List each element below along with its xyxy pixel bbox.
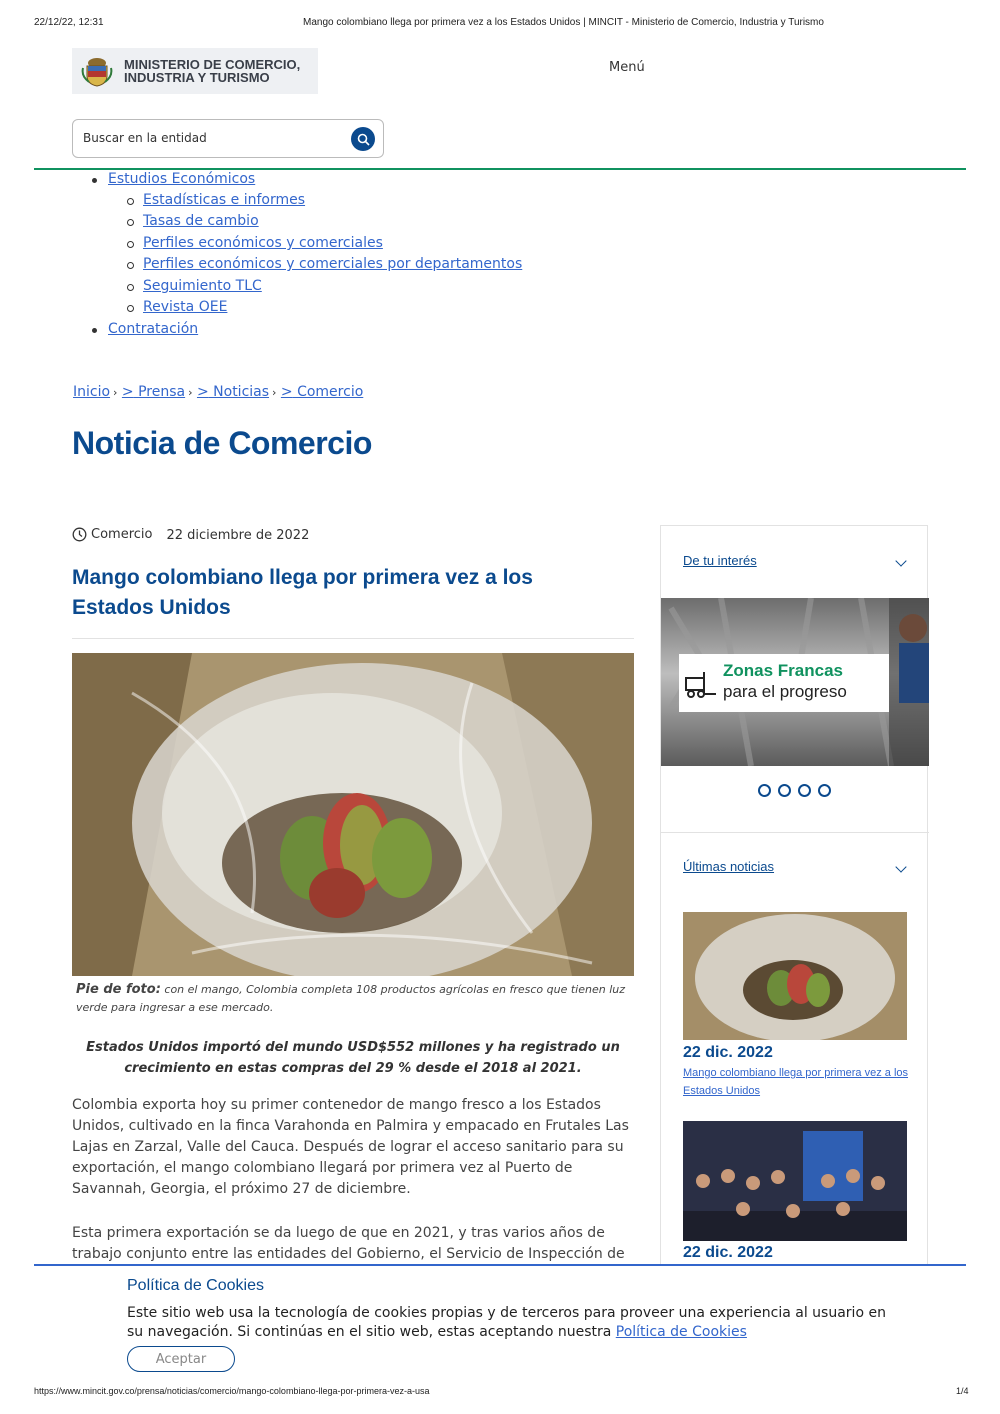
carousel-dots (758, 784, 831, 797)
print-datetime: 22/12/22, 12:31 (34, 17, 104, 28)
search-input[interactable] (83, 131, 343, 145)
menu-button[interactable]: Menú (609, 60, 645, 75)
mango-photo-image (72, 653, 634, 976)
interest-toggle[interactable]: De tu interés (683, 553, 757, 568)
news-thumb-mango[interactable] (683, 912, 907, 1040)
carousel-dot[interactable] (778, 784, 791, 797)
article-meta (72, 527, 309, 542)
nav-subitem[interactable]: Tasas de cambio (143, 213, 259, 229)
photo-caption (72, 981, 634, 1017)
latest-news-toggle[interactable]: Últimas noticias (683, 859, 775, 874)
search-icon (357, 133, 370, 146)
sidebar-divider (661, 832, 929, 833)
nav-subitem[interactable]: Revista OEE (143, 299, 228, 315)
logo-line-1: MINISTERIO DE COMERCIO, (124, 57, 301, 72)
cookie-text: Este sitio web usa la tecnología de cookies propias y de terceros para proveer una experiencia al usuario en su navegación. Si continúas en el sitio web, estas aceptando nuestra Política de Cookies (127, 1305, 886, 1340)
title-divider (72, 638, 634, 639)
chevron-right-icon: > (121, 384, 134, 400)
search-button[interactable] (351, 127, 375, 151)
breadcrumb-inicio[interactable]: Inicio (73, 384, 111, 400)
chevron-down-icon[interactable] (895, 555, 906, 566)
breadcrumb-noticias[interactable]: > Noticias (196, 384, 270, 400)
chevron-right-icon: > (196, 384, 209, 400)
banner-line-1: Zonas Francas (723, 661, 843, 680)
carousel-dot[interactable] (798, 784, 811, 797)
article-title: Mango colombiano llega por primera vez a los Estados Unidos (72, 566, 533, 619)
ministry-logo[interactable] (72, 48, 318, 94)
nav-item-contratacion[interactable]: Contratación (108, 321, 199, 337)
zonas-francas-card (679, 654, 889, 712)
article-date: 22 diciembre de 2022 (166, 528, 310, 543)
nav-subitem[interactable]: Estadísticas e informes (143, 192, 306, 208)
breadcrumb: Inicio › > Prensa › > Noticias › > Comercio (73, 384, 364, 400)
clock-icon (72, 527, 87, 542)
nav-subitem[interactable]: Perfiles económicos y comerciales por departamentos (143, 256, 523, 272)
article-lead: Estados Unidos importó del mundo USD$552 millones y ha registrado un crecimiento en estas compras del 29 % desde el 2018 al 2021. (86, 1040, 620, 1076)
chevron-right-icon: > (280, 384, 293, 400)
breadcrumb-comercio[interactable]: > Comercio (280, 384, 364, 400)
news-link[interactable]: Mango colombiano llega por primera vez a los Estados Unidos (683, 1067, 909, 1097)
caption-text: con el mango, Colombia completa 108 productos agrícolas en fresco que tienen luz verde para ingresar a ese mercado. (76, 983, 626, 1014)
print-page-number: 1/4 (956, 1386, 969, 1396)
header-divider (34, 168, 966, 170)
news-date: 22 dic. 2022 (683, 1244, 773, 1261)
cookie-policy-link[interactable]: Política de Cookies (615, 1324, 747, 1340)
cookie-banner (34, 1264, 966, 1384)
nav-subitem[interactable]: Seguimiento TLC (143, 278, 262, 294)
article-paragraph-2: Esta primera exportación se da luego de que en 2021, y tras varios años de trabajo conjunto entre las entidades del Gobierno, el Servicio de Inspección de (72, 1225, 625, 1262)
nav-subitem[interactable]: Perfiles económicos y comerciales (143, 235, 383, 251)
chevron-down-icon[interactable] (895, 861, 906, 872)
nav-item-estudios[interactable]: Estudios Económicos (108, 171, 256, 187)
article-photo (72, 653, 634, 976)
sidebar (660, 525, 928, 1270)
cookie-title: Política de Cookies (127, 1277, 264, 1294)
coat-of-arms-icon (80, 54, 114, 88)
print-page-title: Mango colombiano llega por primera vez a los Estados Unidos | MINCIT - Ministerio de Comercio, Industria y Turismo (303, 17, 824, 28)
article-paragraph-1: Colombia exporta hoy su primer contenedor de mango fresco a los Estados Unidos, cultivado en la finca Varahonda en Palmira y empacado en Frutales Las Lajas en Zarzal, Valle del Cauca. Después de lograr el acceso sanitario para su exportación, el mango colombiano llegará por primera vez al Puerto de Savannah, Georgia, el próximo 27 de diciembre. (72, 1097, 629, 1197)
news-date: 22 dic. 2022 (683, 1044, 773, 1061)
carousel-dot[interactable] (818, 784, 831, 797)
carousel-dot[interactable] (758, 784, 771, 797)
article-category: Comercio (91, 527, 153, 542)
logo-line-2: INDUSTRIA Y TURISMO (124, 70, 270, 85)
breadcrumb-prensa[interactable]: > Prensa (121, 384, 186, 400)
forklift-icon (683, 668, 719, 700)
search-box (72, 119, 384, 158)
banner-line-2: para el progreso (723, 682, 847, 701)
page-title: Noticia de Comercio (72, 425, 372, 461)
zonas-francas-banner[interactable] (661, 598, 929, 766)
print-url: https://www.mincit.gov.co/prensa/noticias/comercio/mango-colombiano-llega-por-primera-vez-a-usa (34, 1386, 430, 1396)
accept-cookies-button[interactable]: Aceptar (127, 1346, 235, 1372)
news-thumb-group[interactable] (683, 1121, 907, 1241)
caption-label: Pie de foto: (76, 982, 161, 997)
